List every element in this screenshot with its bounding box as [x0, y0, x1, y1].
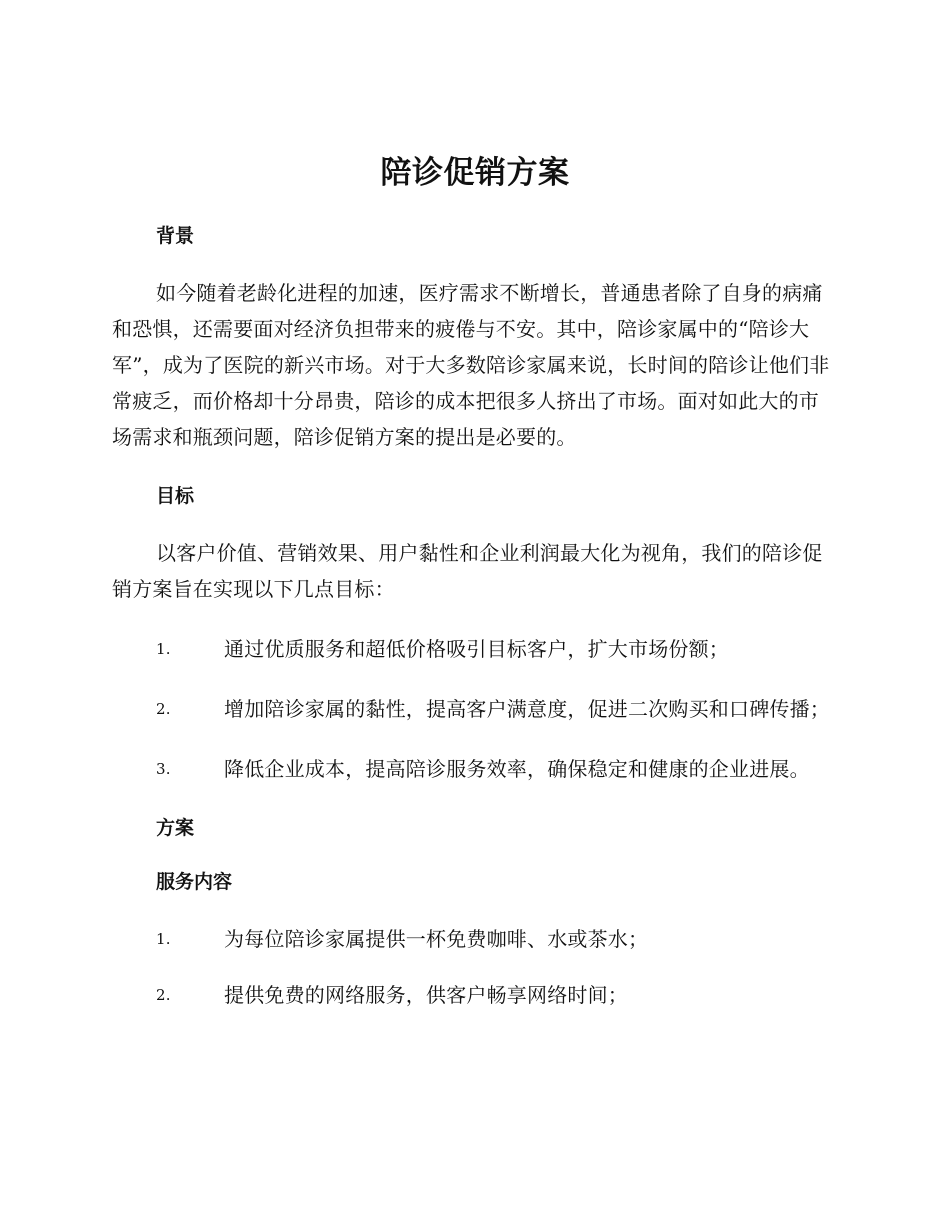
list-item-number: 2. [156, 700, 171, 718]
list-item-text: 提供免费的网络服务，供客户畅享网络时间； [224, 983, 628, 1007]
list-item [112, 921, 838, 957]
list-item [112, 631, 838, 667]
list-item [112, 691, 838, 727]
list-item-number: 2. [156, 986, 171, 1004]
list-item [112, 977, 838, 1013]
list-item-text: 增加陪诊家属的黏性，提高客户满意度，促进二次购买和口碑传播； [224, 697, 830, 721]
list-item-text: 降低企业成本，提高陪诊服务效率，确保稳定和健康的企业进展。 [224, 757, 810, 781]
section-heading-goals: 目标 [156, 485, 195, 507]
section-heading-background: 背景 [156, 225, 195, 247]
section-heading-plan: 方案 [156, 817, 195, 839]
list-item [112, 751, 838, 787]
list-item-number: 3. [156, 760, 171, 778]
background-paragraph: 如今随着老龄化进程的加速，医疗需求不断增长，普通患者除了自身的病痛和恐惧，还需要面对经济负担带来的疲倦与不安。其中，陪诊家属中的“陪诊大军”，成为了医院的新兴市场。对于大多数陪诊家属来说，长时间的陪诊让他们非常疲乏，而价格却十分昂贵，陪诊的成本把很多人挤出了市场。面对如此大的市场需求和瓶颈问题，陪诊促销方案的提出是必要的。 [112, 281, 830, 449]
list-item-number: 1. [156, 930, 171, 948]
document-title: 陪诊促销方案 [380, 155, 570, 191]
list-item-text: 为每位陪诊家属提供一杯免费咖啡、水或茶水； [224, 927, 649, 951]
subsection-heading-service-content: 服务内容 [156, 871, 233, 893]
goals-intro-paragraph: 以客户价值、营销效果、用户黏性和企业利润最大化为视角，我们的陪诊促销方案旨在实现以下几点目标： [112, 541, 823, 601]
list-item-number: 1. [156, 640, 171, 658]
list-item-text: 通过优质服务和超低价格吸引目标客户，扩大市场份额； [224, 637, 729, 661]
